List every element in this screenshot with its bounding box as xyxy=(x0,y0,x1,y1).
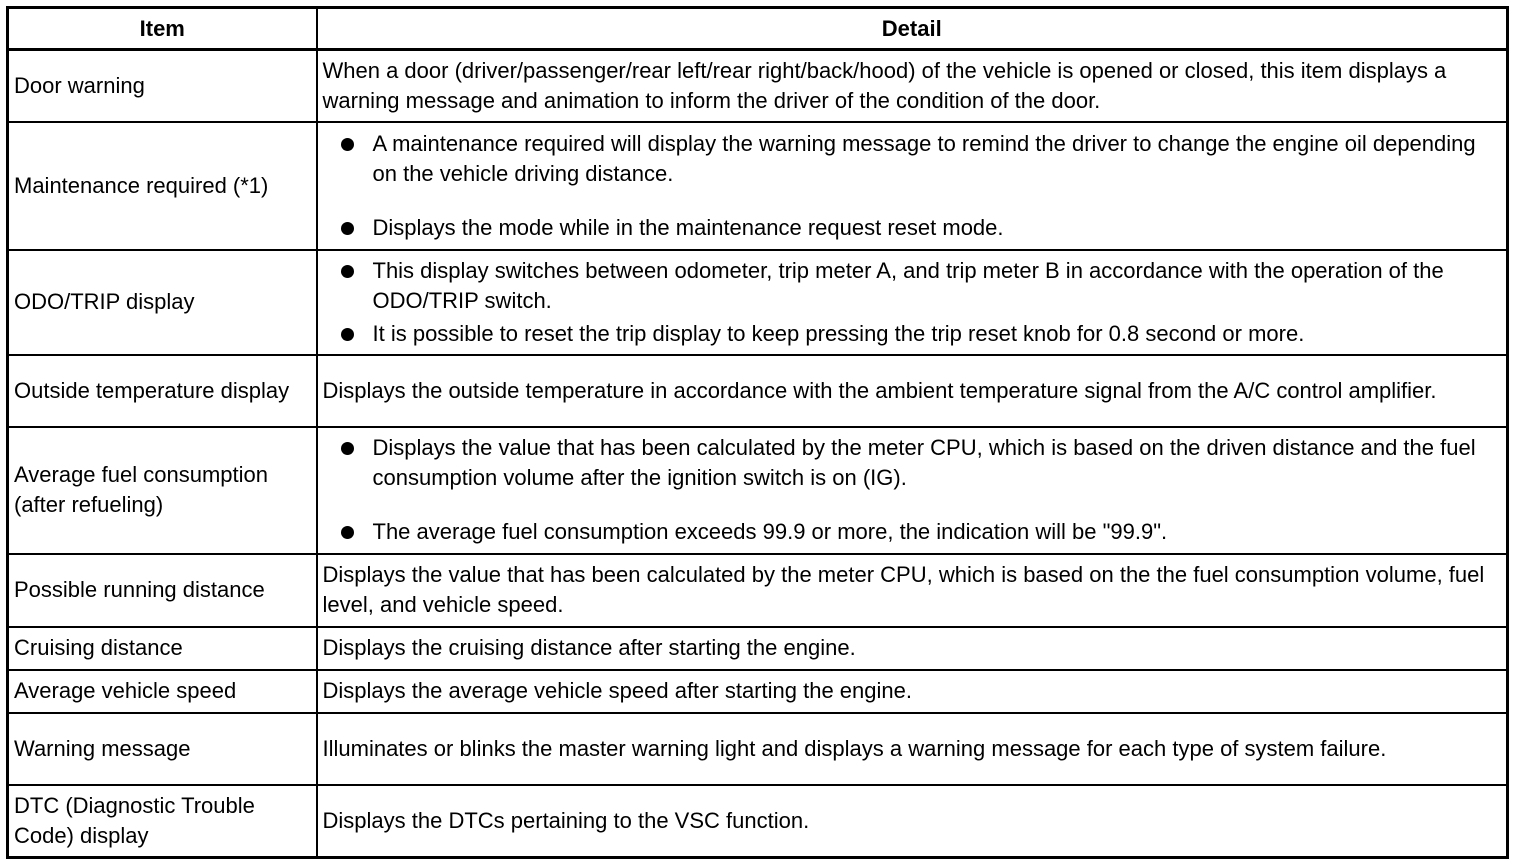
item-cell: Possible running distance xyxy=(8,554,317,627)
detail-cell xyxy=(317,427,1508,554)
item-cell: Warning message xyxy=(8,713,317,785)
table-row xyxy=(8,713,1508,785)
bullet-item: Displays the value that has been calculated by the meter CPU, which is based on the driven distance and the fuel consumption volume after the ignition switch is on (IG). xyxy=(323,433,1501,493)
bullet-item: This display switches between odometer, trip meter A, and trip meter B in accordance with the operation of the ODO/TRIP switch. xyxy=(323,256,1501,316)
bullet-list xyxy=(323,433,1501,547)
item-cell: Door warning xyxy=(8,50,317,122)
detail-cell: Displays the cruising distance after starting the engine. xyxy=(317,627,1508,670)
item-detail-table xyxy=(6,6,1509,859)
detail-cell: Displays the outside temperature in accordance with the ambient temperature signal from the A/C control amplifier. xyxy=(317,355,1508,427)
detail-cell xyxy=(317,250,1508,355)
item-cell: ODO/TRIP display xyxy=(8,250,317,355)
table-row xyxy=(8,122,1508,250)
item-cell: Maintenance required (*1) xyxy=(8,122,317,250)
item-cell: DTC (Diagnostic Trouble Code) display xyxy=(8,785,317,858)
bullet-item: It is possible to reset the trip display to keep pressing the trip reset knob for 0.8 second or more. xyxy=(323,319,1501,349)
table-row xyxy=(8,554,1508,627)
table-row xyxy=(8,627,1508,670)
detail-cell: Illuminates or blinks the master warning light and displays a warning message for each type of system failure. xyxy=(317,713,1508,785)
detail-cell: Displays the value that has been calculated by the meter CPU, which is based on the the fuel consumption volume, fuel level, and vehicle speed. xyxy=(317,554,1508,627)
bullet-list xyxy=(323,129,1501,243)
bullet-item: Displays the mode while in the maintenance request reset mode. xyxy=(323,213,1501,243)
item-cell: Outside temperature display xyxy=(8,355,317,427)
table-header-row xyxy=(8,8,1508,50)
detail-cell: When a door (driver/passenger/rear left/rear right/back/hood) of the vehicle is opened or closed, this item displays a warning message and animation to inform the driver of the condition of the door. xyxy=(317,50,1508,122)
detail-cell xyxy=(317,122,1508,250)
detail-cell: Displays the average vehicle speed after starting the engine. xyxy=(317,670,1508,713)
table-row xyxy=(8,785,1508,858)
bullet-list xyxy=(323,256,1501,349)
item-cell: Cruising distance xyxy=(8,627,317,670)
bullet-item: A maintenance required will display the warning message to remind the driver to change the engine oil depending on the vehicle driving distance. xyxy=(323,129,1501,189)
detail-cell: Displays the DTCs pertaining to the VSC function. xyxy=(317,785,1508,858)
table-row xyxy=(8,670,1508,713)
table-row xyxy=(8,427,1508,554)
item-column-header: Item xyxy=(8,8,317,50)
table-row xyxy=(8,250,1508,355)
item-cell: Average vehicle speed xyxy=(8,670,317,713)
item-cell: Average fuel consumption (after refueling) xyxy=(8,427,317,554)
table-row xyxy=(8,355,1508,427)
table-row xyxy=(8,50,1508,122)
detail-column-header: Detail xyxy=(317,8,1508,50)
bullet-item: The average fuel consumption exceeds 99.9 or more, the indication will be "99.9". xyxy=(323,517,1501,547)
